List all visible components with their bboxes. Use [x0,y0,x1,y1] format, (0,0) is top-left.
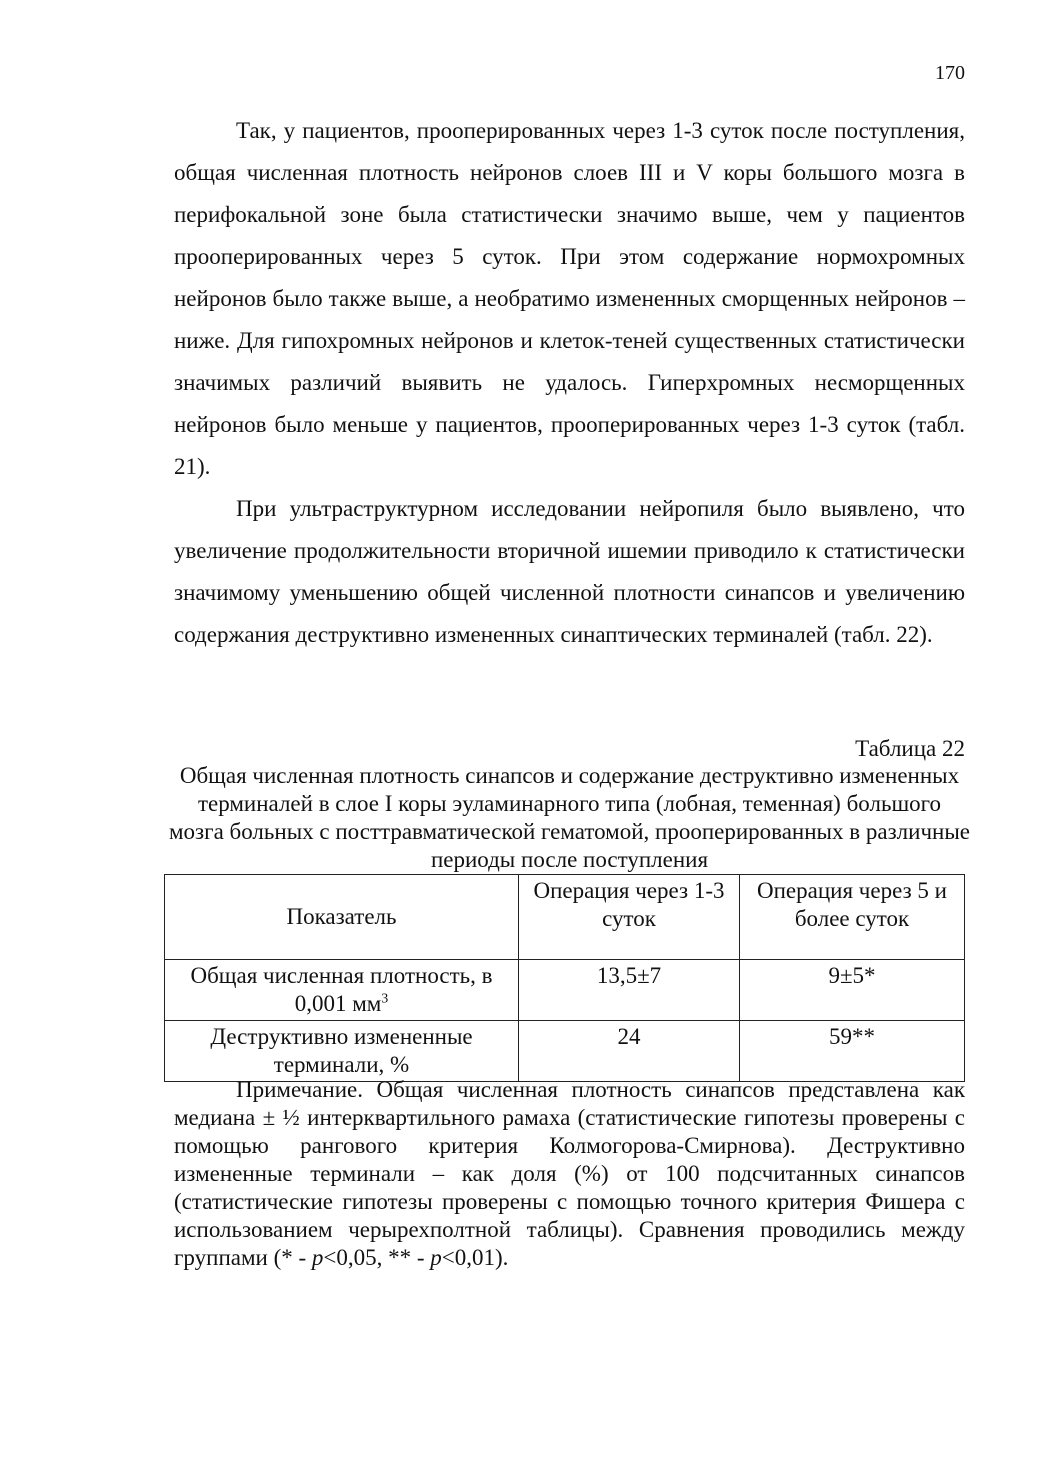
table-row [165,960,965,1021]
table-caption: Таблица 22 [855,736,965,761]
paragraph: При ультраструктурном исследовании нейропиля было выявлено, что увеличение продолжительности вторичной ишемии приводило к статистически значимому уменьшению общей численной плотности синапсов и увеличению содержания деструктивно измененных синаптических терминалей (табл. 22). [174,496,965,647]
table-row [165,1021,965,1082]
table-note: Примечание. Общая численная плотность синапсов представлена как медиана ± ½ интерквартильного рамаха (статистические гипотезы проверены с помощью рангового критерия Колмогорова-Смирнова). Деструктивно измененные терминали – как доля (%) от 100 подсчитанных синапсов (статистические гипотезы проверены с помощью точного критерия Фишера с использованием черырехполтной таблицы). Сравнения проводились между группами (* - p<0,05, ** - p<0,01). [174,1077,965,1270]
header-cell: Показатель [165,875,519,960]
header-cell: Операция через 5 и более суток [740,875,965,960]
table-title: Общая численная плотность синапсов и содержание деструктивно измененных терминалей в слое I коры эуламинарного типа (лобная, теменная) большого мозга больных с посттравматической гематомой, прооперированных в различные периоды после поступления [169,763,970,872]
table-cell: 59** [740,1021,965,1082]
table-cell: 24 [519,1021,740,1082]
paragraph: Так, у пациентов, прооперированных через 1-3 суток после поступления, общая численная плотность нейронов слоев III и V коры большого мозга в перифокальной зоне была статистически значимо выше, чем у пациентов прооперированных через 5 суток. При этом содержание нормохромных нейронов было также выше, а необратимо измененных сморщенных нейронов – ниже. Для гипохромных нейронов и клеток-теней существенных статистически значимых различий выявить не удалось. Гиперхромных несморщенных нейронов было меньше у пациентов, прооперированных через 1-3 суток (табл. 21). [174,118,965,479]
body-text [174,110,965,656]
table-cell: 13,5±7 [519,960,740,1021]
table-cell: 9±5* [740,960,965,1021]
header-cell: Операция через 1-3 суток [519,875,740,960]
data-table [164,874,965,1082]
row-label: Общая численная плотность, в 0,001 $мм^3$ [165,960,519,1021]
table-header-row [165,875,965,960]
superscript: 3 [381,991,389,1007]
page-number: 170 [935,62,965,84]
row-label: Деструктивно измененные терминали, % [165,1021,519,1082]
